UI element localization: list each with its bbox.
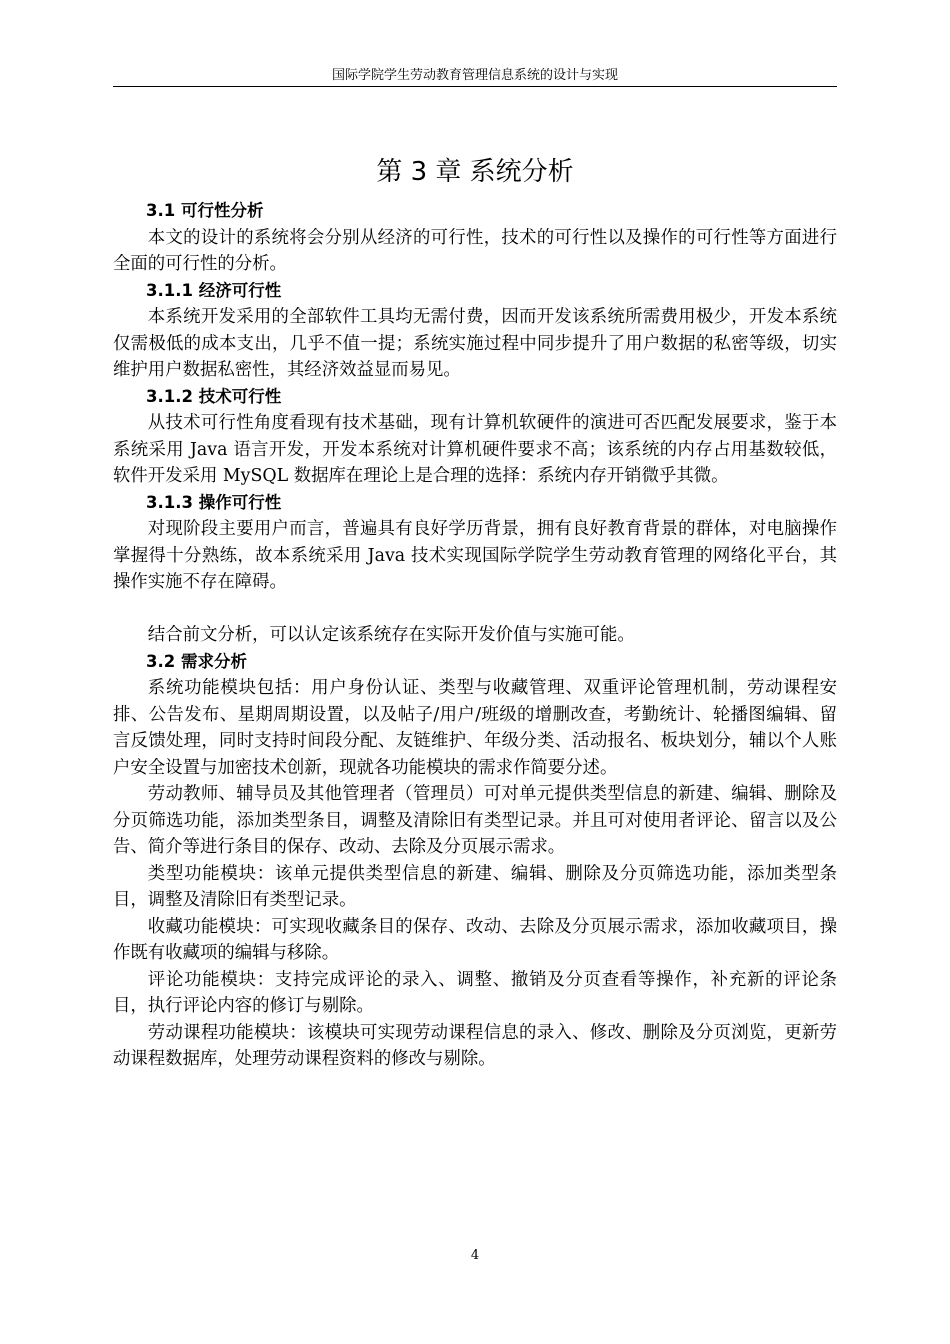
chapter-title: 第 3 章 系统分析 <box>376 157 574 187</box>
paragraph: 本系统开发采用的全部软件工具均无需付费，因而开发该系统所需费用极少，开发本系统仅需极低的成本支出，几乎不值一提；系统实施过程中同步提升了用户数据的私密等级，切实维护用户数据私密性，其经济效益显而易见。 <box>113 307 837 380</box>
section-heading-3-1-2: 3.1.2 技术可行性 <box>146 386 282 406</box>
section-heading-3-1-1: 3.1.1 经济可行性 <box>146 280 282 300</box>
paragraph: 劳动教师、辅导员及其他管理者（管理员）可对单元提供类型信息的新建、编辑、删除及分页筛选功能，添加类型条目，调整及清除旧有类型记录。并且可对使用者评论、留言以及公告、简介等进行条目的保存、改动、去除及分页展示需求。 <box>113 784 837 857</box>
paragraph: 对现阶段主要用户而言，普遍具有良好学历背景，拥有良好教育背景的群体，对电脑操作掌握得十分熟练，故本系统采用 Java 技术实现国际学院学生劳动教育管理的网络化平台，其操作实施不存在障碍。 <box>113 519 837 592</box>
paragraph: 评论功能模块：支持完成评论的录入、调整、撤销及分页查看等操作，补充新的评论条目，执行评论内容的修订与剔除。 <box>113 969 837 1016</box>
page-number: 4 <box>470 1248 480 1263</box>
section-heading-3-1: 3.1 可行性分析 <box>146 201 264 220</box>
blank-line <box>113 596 837 623</box>
section-heading-3-2: 3.2 需求分析 <box>146 651 247 671</box>
running-header: 国际学院学生劳动教育管理信息系统的设计与实现 <box>113 66 837 87</box>
paragraph: 收藏功能模块：可实现收藏条目的保存、改动、去除及分页展示需求，添加收藏项目，操作既有收藏项的编辑与移除。 <box>113 916 837 963</box>
paragraph: 本文的设计的系统将会分别从经济的可行性，技术的可行性以及操作的可行性等方面进行全面的可行性的分析。 <box>113 227 837 274</box>
conclusion-paragraph: 结合前文分析，可以认定该系统存在实际开发价值与实施可能。 <box>147 625 635 645</box>
paragraph: 类型功能模块：该单元提供类型信息的新建、编辑、删除及分页筛选功能，添加类型条目，调整及清除旧有类型记录。 <box>113 863 837 910</box>
section-heading-3-1-3: 3.1.3 操作可行性 <box>146 492 282 512</box>
document-body <box>113 198 837 1073</box>
paragraph: 劳动课程功能模块：该模块可实现劳动课程信息的录入、修改、删除及分页浏览，更新劳动课程数据库，处理劳动课程资料的修改与剔除。 <box>113 1022 837 1069</box>
paragraph: 系统功能模块包括：用户身份认证、类型与收藏管理、双重评论管理机制，劳动课程安排、公告发布、星期周期设置，以及帖子/用户/班级的增删改查，考勤统计、轮播图编辑、留言反馈处理，同时支持时间段分配、友链维护、年级分类、活动报名、板块划分，辅以个人账户安全设置与加密技术创新，现就各功能模块的需求作简要分述。 <box>113 678 837 778</box>
paragraph: 从技术可行性角度看现有技术基础，现有计算机软硬件的演进可否匹配发展要求，鉴于本系统采用 Java 语言开发，开发本系统对计算机硬件要求不高；该系统的内存占用基数较低，软件开发采用 MySQL 数据库在理论上是合理的选择：系统内存开销微乎其微。 <box>113 413 837 486</box>
